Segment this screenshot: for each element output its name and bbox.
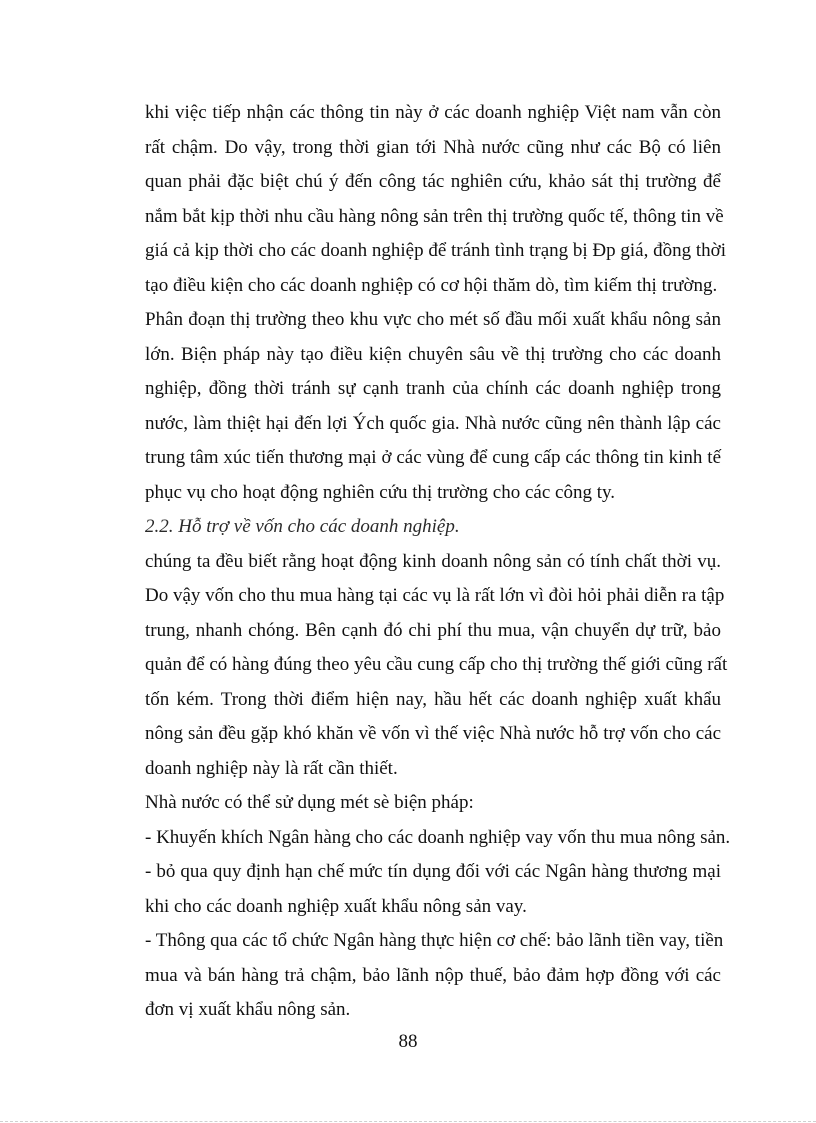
list-item: - Khuyến khích Ngân hàng cho các doanh nghiệp vay vốn thu mua nông sản. [145, 826, 731, 848]
list-item: - bỏ qua quy định hạn chế mức tín dụng đối với các Ngân hàng thương mại [145, 861, 721, 882]
text-line: tốn kém. Trong thời điểm hiện nay, hầu hết các doanh nghiệp xuất khẩu [145, 688, 721, 710]
text-line: khi cho các doanh nghiệp xuất khẩu nông sản vay. [145, 895, 527, 917]
text-line: trung tâm xúc tiến thương mại ở các vùng để cung cấp các thông tin kinh tế [145, 447, 721, 468]
text-line: khi việc tiếp nhận các thông tin này ở các doanh nghiệp Việt nam vẫn còn [145, 102, 721, 123]
text-line: nông sản đều gặp khó khăn về vốn vì thế việc Nhà nước hỗ trợ vốn cho các [145, 723, 721, 744]
text-line: rất chậm. Do vậy, trong thời gian tới Nhà nước cũng như các Bộ có liên [145, 136, 721, 158]
text-line: Do vậy vốn cho thu mua hàng tại các vụ là rất lớn vì đòi hỏi phải diễn ra tập [145, 585, 725, 606]
page-number: 88 [398, 1031, 418, 1052]
text-line: phục vụ cho hoạt động nghiên cứu thị trường cho các công ty. [145, 481, 615, 503]
text-line: doanh nghiệp này là rất cần thiết. [145, 757, 398, 779]
text-line: Phân đoạn thị trường theo khu vực cho mét số đầu mối xuất khẩu nông sản [145, 309, 721, 330]
text-line: nắm bắt kịp thời nhu cầu hàng nông sản trên thị trường quốc tế, thông tin về [145, 205, 724, 227]
text-line: chúng ta đều biết rằng hoạt động kinh doanh nông sản có tính chất thời vụ. [145, 550, 721, 572]
text-line: mua và bán hàng trả chậm, bảo lãnh nộp thuế, bảo đảm hợp đồng với các [145, 964, 721, 986]
text-line: đơn vị xuất khẩu nông sản. [145, 999, 351, 1020]
text-line: giá cả kịp thời cho các doanh nghiệp để tránh tình trạng bị Ðp giá, đồng thời [145, 240, 726, 261]
text-line: tạo điều kiện cho các doanh nghiệp có cơ hội thăm dò, tìm kiếm thị trường. [145, 274, 718, 296]
section-heading: 2.2. Hỗ trợ về vốn cho các doanh nghiệp. [145, 516, 460, 537]
text-line: nước, làm thiệt hại đến lợi Ých quốc gia. Nhà nước cũng nên thành lập các [145, 412, 721, 434]
text-line: quan phải đặc biệt chú ý đến công tác nghiên cứu, khảo sát thị trường để [145, 171, 721, 192]
text-line: trung, nhanh chóng. Bên cạnh đó chi phí thu mua, vận chuyển dự trữ, bảo [145, 619, 721, 641]
list-item: - Thông qua các tổ chức Ngân hàng thực hiện cơ chế: bảo lãnh tiền vay, tiền [145, 930, 724, 951]
text-line: Nhà nước có thể sử dụng mét sè biện pháp: [145, 792, 474, 813]
text-line: nghiệp, đồng thời tránh sự cạnh tranh của chính các doanh nghiệp trong [145, 378, 721, 399]
text-line: quản để có hàng đúng theo yêu cầu cung cấp cho thị trường thế giới cũng rất [145, 654, 728, 675]
text-line: lớn. Biện pháp này tạo điều kiện chuyên sâu về thị trường cho các doanh [145, 343, 721, 365]
body-text [145, 96, 731, 1028]
